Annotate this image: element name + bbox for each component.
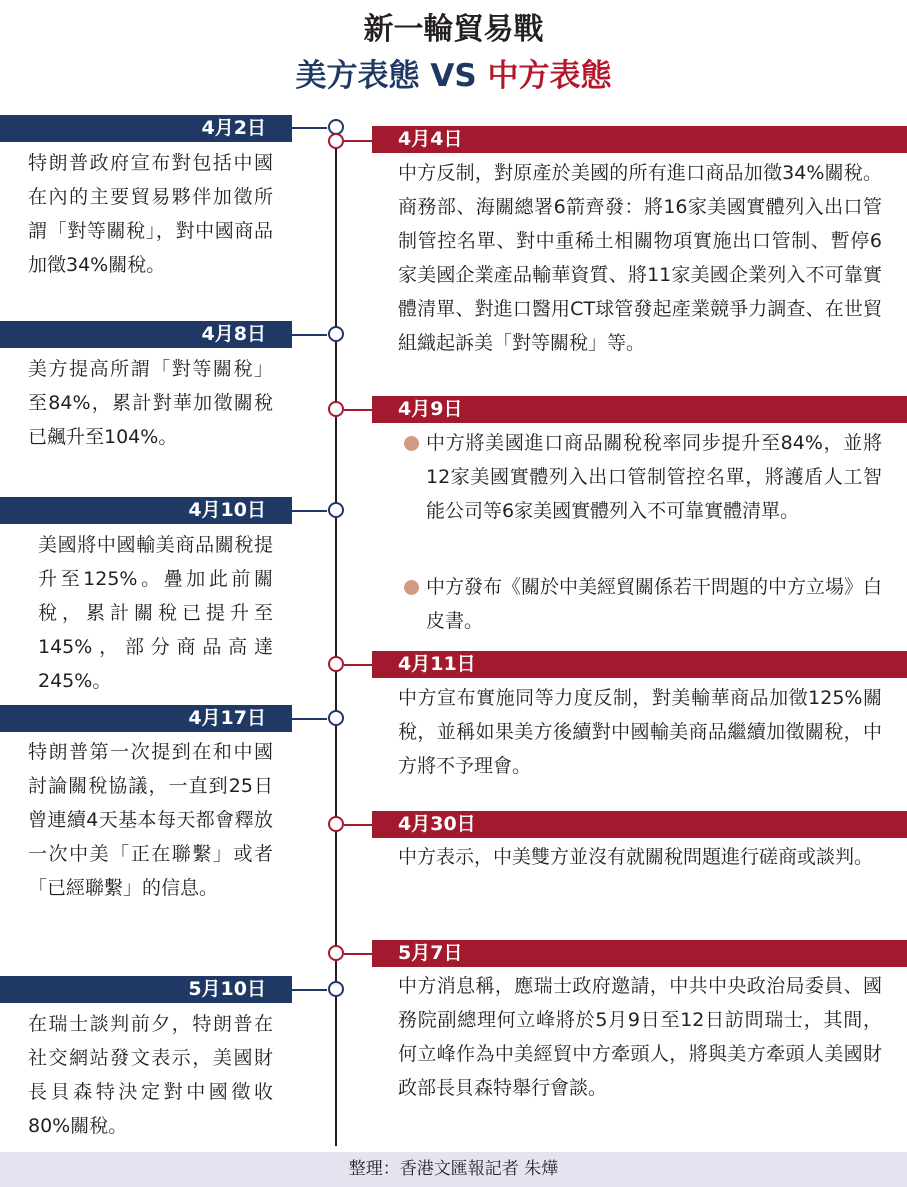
- us-label: 美方表態: [295, 58, 420, 94]
- vs-label: VS: [430, 58, 477, 94]
- cn-timeline-dot: [328, 945, 344, 961]
- us-date-bar: 4月2日: [0, 115, 292, 142]
- us-timeline-dot: [328, 710, 344, 726]
- cn-timeline-dot: [328, 133, 344, 149]
- cn-event-text: 中方反制，對原產於美國的所有進口商品加徵34%關稅。商務部、海關總署6箭齊發：將16家美國實體列入出口管制管控名單、對中重稀土相關物項實施出口管制、暫停6家美國企業產品輸華資質、將11家美國企業列入不可靠實體清單、對進口醫用CT球管發起產業競爭力調查、在世貿組織起訴美「對等關稅」等。: [398, 162, 882, 354]
- cn-bullet-text: 中方將美國進口商品關稅稅率同步提升至84%，並將12家美國實體列入出口管制管控名單，將護盾人工智能公司等6家美國實體列入不可靠實體清單。: [426, 432, 882, 522]
- cn-bullet-text: 中方發布《關於中美經貿關係若干問題的中方立場》白皮書。: [426, 576, 883, 632]
- page-subtitle: [0, 50, 907, 95]
- cn-timeline-dot: [328, 816, 344, 832]
- cn-connector: [344, 409, 374, 411]
- us-date-bar: 4月10日: [0, 497, 292, 524]
- us-event-text: 特朗普第一次提到在和中國討論關稅協議，一直到25日曾連續4天基本每天都會釋放一次中美「正在聯繫」或者「已經聯繫」的信息。: [28, 741, 273, 899]
- cn-connector: [344, 140, 374, 142]
- us-date-bar: 4月17日: [0, 705, 292, 732]
- cn-connector: [344, 664, 374, 666]
- cn-timeline-dot: [328, 656, 344, 672]
- us-connector: [292, 718, 327, 720]
- us-timeline-dot: [328, 502, 344, 518]
- us-connector: [292, 989, 327, 991]
- us-event-text: 在瑞士談判前夕，特朗普在社交網站發文表示，美國財長貝森特決定對中國徵收80%關稅。: [28, 1013, 273, 1137]
- page-title: 新一輪貿易戰: [363, 12, 544, 47]
- us-timeline-dot: [328, 981, 344, 997]
- cn-date-bar: 4月30日: [372, 811, 907, 838]
- cn-label: 中方表態: [487, 58, 612, 94]
- us-connector: [292, 127, 327, 129]
- us-event-text: 特朗普政府宣布對包括中國在內的主要貿易夥伴加徵所謂「對等關稅」，對中國商品加徵34%關稅。: [28, 152, 273, 276]
- cn-date-bar: 4月11日: [372, 651, 907, 678]
- cn-connector: [344, 953, 374, 955]
- cn-event-text: 中方宣布實施同等力度反制，對美輸華商品加徵125%關稅，並稱如果美方後續對中國輸美商品繼續加徵關稅，中方將不予理會。: [398, 687, 882, 777]
- footer-credit: 整理：香港文匯報記者 朱燁: [0, 1152, 907, 1187]
- us-date-bar: 5月10日: [0, 976, 292, 1003]
- bullet-dot: [404, 580, 419, 595]
- cn-date-bar: 4月4日: [372, 126, 907, 153]
- us-connector: [292, 510, 327, 512]
- us-timeline-dot: [328, 326, 344, 342]
- us-date-bar: 4月8日: [0, 321, 292, 348]
- cn-timeline-dot: [328, 401, 344, 417]
- cn-connector: [344, 824, 374, 826]
- cn-date-bar: 5月7日: [372, 940, 907, 967]
- us-event-text: 美國將中國輸美商品關稅提升至125%。疊加此前關稅，累計關稅已提升至145%，部分商品高達245%。: [38, 534, 273, 692]
- cn-event-text: 中方消息稱，應瑞士政府邀請，中共中央政治局委員、國務院副總理何立峰將於5月9日至12日訪問瑞士，其間，何立峰作為中美經貿中方牽頭人，將與美方牽頭人美國財政部長貝森特舉行會談。: [398, 975, 882, 1099]
- us-event-text: 美方提高所謂「對等關稅」至84%，累計對華加徵關稅已飆升至104%。: [28, 358, 273, 448]
- cn-date-bar: 4月9日: [372, 396, 907, 423]
- bullet-dot: [404, 436, 419, 451]
- us-connector: [292, 334, 327, 336]
- cn-event-text: 中方表示，中美雙方並沒有就關稅問題進行磋商或談判。: [398, 846, 874, 868]
